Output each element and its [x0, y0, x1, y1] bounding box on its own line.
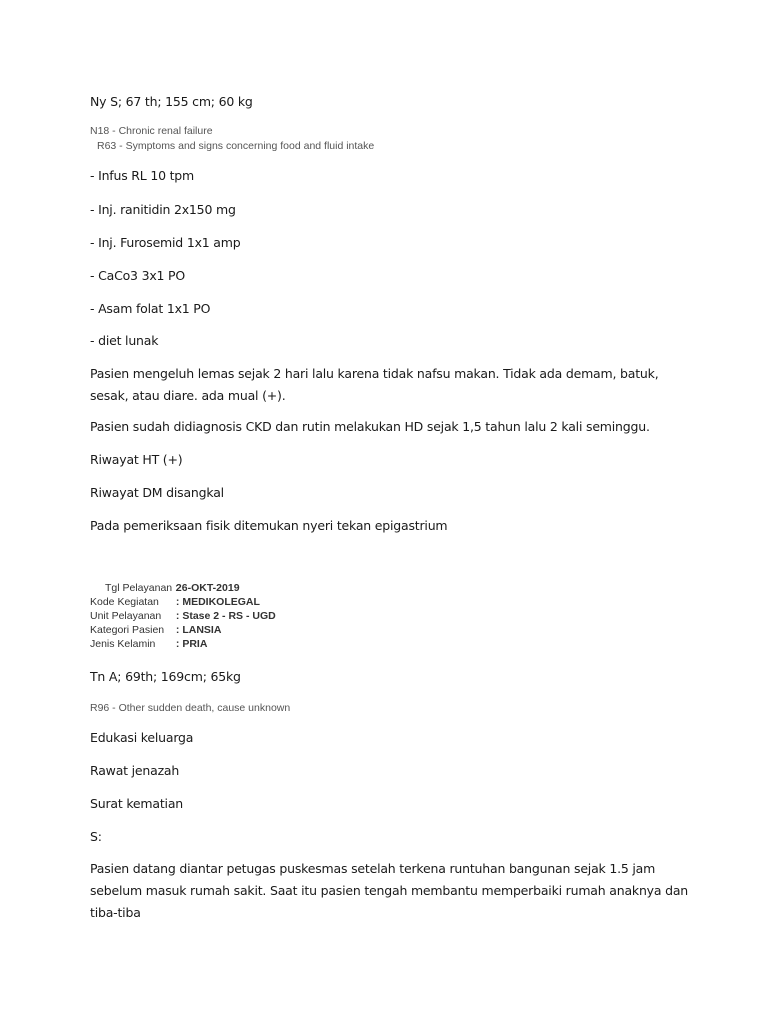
gender-row [90, 638, 207, 650]
service-info-value: 26-OKT-2019 [175, 582, 240, 594]
therapy-item: - diet lunak [90, 333, 159, 348]
history-paragraph: Riwayat HT (+) [90, 452, 183, 467]
therapy-item: - Asam folat 1x1 PO [90, 301, 211, 316]
subjective-paragraph: Pasien datang diantar petugas puskesmas setelah terkena runtuhan bangunan sejak 1.5 jam sebelum masuk rumah sakit. Saat itu pasien tengah membantu memperbaiki rumah anaknya dan tiba-tiba [90, 861, 689, 920]
service-unit-row [90, 610, 276, 622]
patient-header-2: Tn A; 69th; 169cm; 65kg [90, 669, 241, 684]
service-info-label: Tgl Pelayanan : [105, 582, 178, 594]
service-info-label: Unit Pelayanan [90, 610, 162, 622]
diagnosis-code-r96: R96 - Other sudden death, cause unknown [90, 702, 291, 714]
therapy-item: - Inj. Furosemid 1x1 amp [90, 235, 241, 250]
service-info-label: Kategori Pasien [90, 624, 165, 636]
history-paragraph: Pada pemeriksaan fisik ditemukan nyeri tekan epigastrium [90, 518, 448, 533]
plan-item: Rawat jenazah [90, 763, 180, 778]
plan-item: Surat kematian [90, 796, 184, 811]
plan-item: Edukasi keluarga [90, 730, 194, 745]
history-paragraph: Pasien mengeluh lemas sejak 2 hari lalu karena tidak nafsu makan. Tidak ada demam, batuk, sesak, atau diare. ada mual (+). [90, 366, 659, 403]
history-paragraph: Pasien sudah didiagnosis CKD dan rutin melakukan HD sejak 1,5 tahun lalu 2 kali seminggu. [90, 419, 650, 434]
patient-category-row [90, 624, 221, 636]
diagnosis-code-n18: N18 - Chronic renal failure [90, 125, 213, 137]
subjective-label: S: [90, 829, 102, 844]
therapy-item: - CaCo3 3x1 PO [90, 268, 186, 283]
service-info-label: Kode Kegiatan [90, 596, 159, 608]
service-date-row [90, 582, 240, 594]
service-info-value: : PRIA [175, 638, 208, 650]
service-info-value: : Stase 2 - RS - UGD [175, 610, 276, 622]
patient-header-1: Ny S; 67 th; 155 cm; 60 kg [90, 94, 253, 109]
therapy-item: - Infus RL 10 tpm [90, 168, 195, 183]
service-info-label: Jenis Kelamin [90, 638, 156, 650]
service-info-value: : LANSIA [175, 624, 222, 636]
therapy-item: - Inj. ranitidin 2x150 mg [90, 202, 236, 217]
service-info-value: : MEDIKOLEGAL [175, 596, 260, 608]
activity-code-row [90, 596, 260, 608]
diagnosis-code-r63: R63 - Symptoms and signs concerning food and fluid intake [97, 140, 375, 152]
history-paragraph: Riwayat DM disangkal [90, 485, 224, 500]
